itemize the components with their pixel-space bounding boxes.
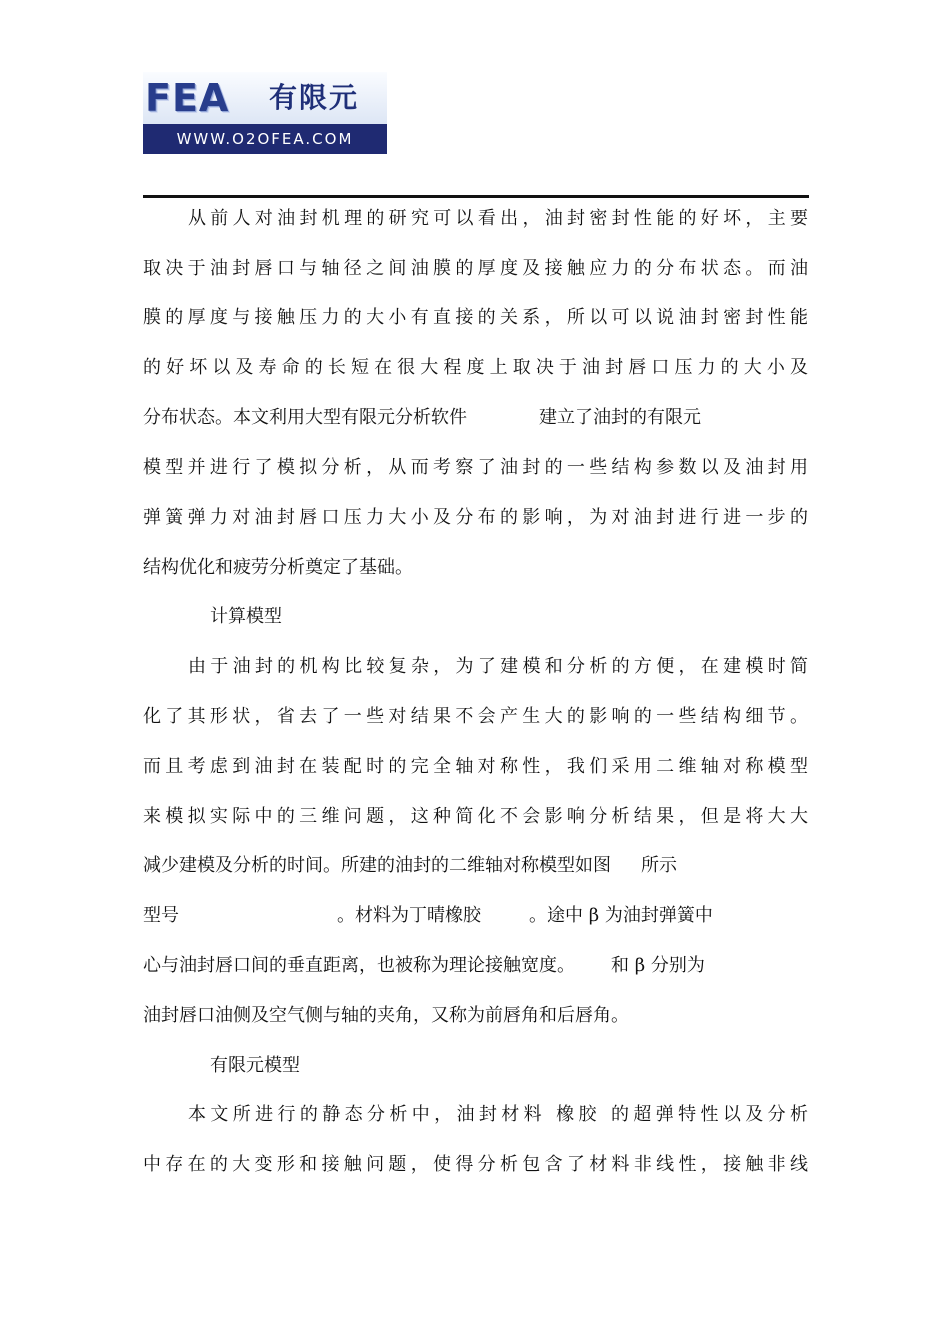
text-line: 的好坏以及寿命的长短在很大程度上取决于油封唇口压力的大小及 (143, 357, 808, 378)
text-fragment: 心与油封唇口间的垂直距离，也被称为理论接触宽度。 (143, 955, 575, 976)
text-line: 结构优化和疲劳分析奠定了基础。 (143, 557, 413, 578)
text-line: 弹簧弹力对油封唇口压力大小及分布的影响，为对油封进行进一步的 (143, 507, 808, 528)
text-fragment: 型号 (143, 905, 179, 926)
text-fragment: 。途中 β 为油封弹簧中 (529, 905, 713, 926)
text-line (143, 851, 808, 881)
text-line: 从前人对油封机理的研究可以看出，油封密封性能的好坏，主要 (188, 208, 808, 229)
text-line: 模型并进行了模拟分析，从而考察了油封的一些结构参数以及油封用 (143, 457, 808, 478)
text-line: 取决于油封唇口与轴径之间油膜的厚度及接触应力的分布状态。而油 (143, 258, 808, 279)
text-line (143, 901, 808, 931)
text-fragment: 建立了油封的有限元 (539, 407, 701, 428)
text-line: 膜的厚度与接触压力的大小有直接的关系，所以可以说油封密封性能 (143, 307, 808, 328)
text-line: 中存在的大变形和接触问题，使得分析包含了材料非线性，接触非线 (143, 1154, 808, 1175)
text-fragment: 。材料为丁晴橡胶 (337, 905, 481, 926)
text-fragment: 减少建模及分析的时间。所建的油封的二维轴对称模型如图 (143, 855, 611, 876)
text-line: 由于油封的机构比较复杂，为了建模和分析的方便，在建模时简 (188, 656, 808, 677)
logo-brand-text: FEA (145, 76, 230, 120)
text-line: 而且考虑到油封在装配时的完全轴对称性，我们采用二维轴对称模型 (143, 756, 808, 777)
text-fragment: 所示 (641, 855, 677, 876)
text-line (143, 951, 808, 981)
text-line: 油封唇口油侧及空气侧与轴的夹角，又称为前唇角和后唇角。 (143, 1005, 629, 1026)
section-heading: 计算模型 (210, 606, 282, 627)
text-line: 本文所进行的静态分析中，油封材料 橡胶 的超弹特性以及分析 (188, 1104, 808, 1125)
text-fragment: 分布状态。本文利用大型有限元分析软件 (143, 407, 467, 428)
section-heading: 有限元模型 (210, 1055, 300, 1076)
text-line (143, 403, 808, 433)
text-line: 来模拟实际中的三维问题，这种简化不会影响分析结果，但是将大大 (143, 806, 808, 827)
logo-url-text: WWW.O2OFEA.COM (176, 130, 354, 148)
text-fragment: 和 β 分别为 (611, 955, 705, 976)
logo-chinese-text: 有限元 (269, 81, 360, 114)
text-line: 化了其形状，省去了一些对结果不会产生大的影响的一些结构细节。 (143, 706, 808, 727)
